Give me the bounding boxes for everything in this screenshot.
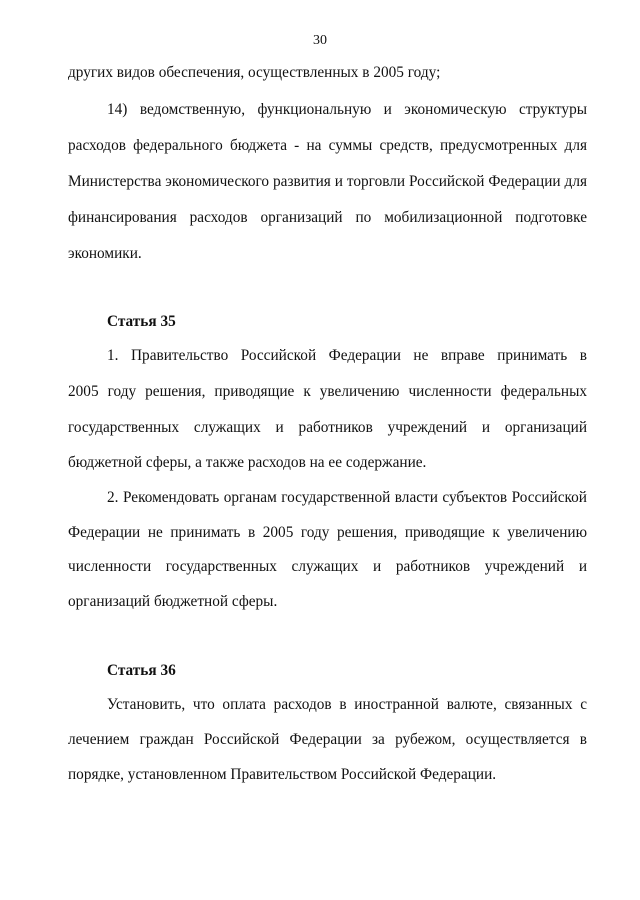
text-line: других видов обеспечения, осуществленных в 2005 году; — [68, 64, 441, 81]
page-number: 30 — [313, 33, 327, 48]
text-line: государственных служащих и работников учреждений и организаций — [68, 419, 587, 436]
text-line: численности государственных служащих и работников учреждений и — [68, 558, 587, 575]
text-line: Установить, что оплата расходов в иностранной валюте, связанных с — [107, 696, 587, 713]
article-36-heading: Статья 36 — [107, 662, 176, 679]
text-line: порядке, установленном Правительством Российской Федерации. — [68, 766, 497, 783]
article-35-heading: Статья 35 — [107, 313, 176, 330]
text-line: Федерации не принимать в 2005 году решения, приводящие к увеличению — [68, 524, 587, 541]
text-line: организаций бюджетной сферы. — [68, 593, 278, 610]
text-line: расходов федерального бюджета - на суммы средств, предусмотренных для — [68, 137, 587, 154]
text-line: 2. Рекомендовать органам государственной власти субъектов Российской — [107, 489, 587, 506]
text-line: Министерства экономического развития и торговли Российской Федерации для — [68, 173, 587, 190]
text-line: 1. Правительство Российской Федерации не вправе принимать в — [107, 347, 587, 364]
text-line: 14) ведомственную, функциональную и экономическую структуры — [107, 101, 587, 118]
text-line: 2005 году решения, приводящие к увеличению численности федеральных — [68, 383, 587, 400]
text-line: бюджетной сферы, а также расходов на ее содержание. — [68, 454, 427, 471]
text-line: финансирования расходов организаций по мобилизационной подготовке — [68, 209, 587, 226]
text-line: лечением граждан Российской Федерации за рубежом, осуществляется в — [68, 731, 587, 748]
text-line: экономики. — [68, 245, 142, 262]
